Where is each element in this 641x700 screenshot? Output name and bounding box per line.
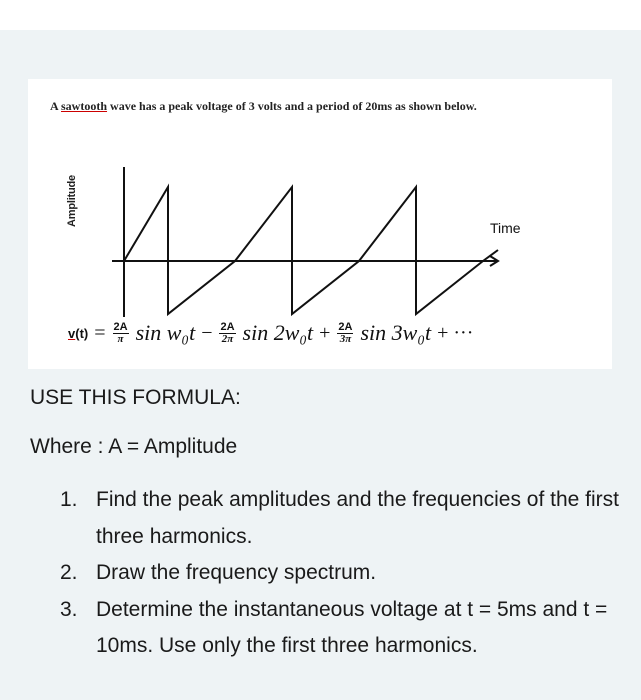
list-number: 1. [60, 488, 78, 511]
formula-equals: = [94, 321, 106, 344]
operator-2: + [319, 321, 331, 344]
fourier-formula [68, 313, 473, 353]
term-2: sin 2w₀t [242, 320, 314, 345]
term-1: sin w₀t [135, 320, 196, 345]
where-line: Where : A = Amplitude [30, 435, 238, 458]
list-number: 3. [60, 597, 78, 621]
formula-tail: + ··· [437, 321, 474, 344]
figure-caption: A sawtooth wave has a peak voltage of 3 volts and a period of 20ms as shown below. [50, 99, 477, 113]
instruction-heading: USE THIS FORMULA: [30, 386, 241, 409]
list-text: Determine the instantaneous voltage at t = 5ms and t = 10ms. Use only the first three harmonics. [96, 597, 608, 657]
list-text: Find the peak amplitudes and the frequencies of the first three harmonics. [96, 488, 619, 548]
x-axis-label: Time [490, 220, 521, 236]
question-figure [28, 79, 612, 369]
question-card [0, 30, 641, 700]
list-text: Draw the frequency spectrum. [96, 561, 377, 584]
list-item [60, 482, 641, 555]
task-list [30, 482, 641, 665]
caption-highlight: sawtooth [61, 99, 108, 113]
term-3: sin 3w₀t [360, 320, 432, 345]
formula-lhs: v(t) [68, 325, 89, 341]
operator-1: − [201, 321, 213, 344]
fraction-1: $\frac{2A}{\pi}$ [113, 320, 128, 345]
list-item [60, 555, 641, 592]
fraction-2: $\frac{2A}{2\pi}$ [220, 320, 235, 345]
list-number: 2. [60, 561, 78, 584]
fraction-3: $\frac{2A}{3\pi}$ [338, 320, 353, 345]
list-item [60, 592, 641, 665]
sawtooth-plot [78, 157, 518, 327]
sawtooth-waveform [124, 187, 498, 314]
y-axis-label: Amplitude [66, 175, 78, 227]
